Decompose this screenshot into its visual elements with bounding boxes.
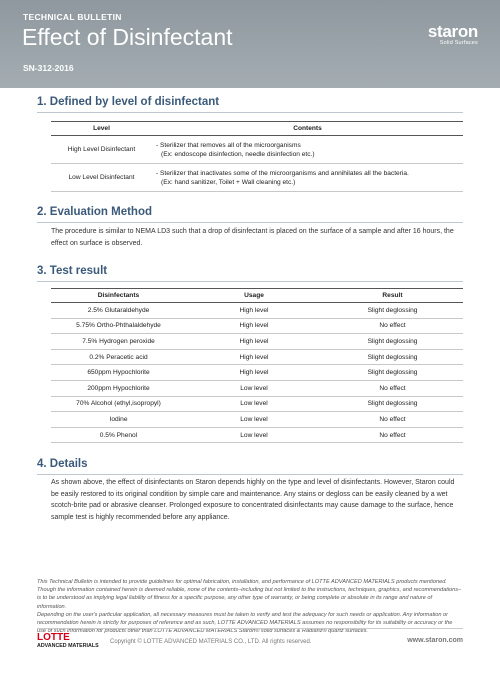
- table-row: [51, 412, 463, 428]
- usage-cell: High level: [186, 303, 322, 319]
- lotte-logo-top: LOTTE: [37, 632, 70, 643]
- header-banner: [0, 0, 500, 88]
- level-cell: Low Level Disinfectant: [51, 164, 152, 192]
- staron-logo: [428, 23, 478, 46]
- result-cell: No effect: [322, 318, 463, 334]
- usage-cell: Low level: [186, 396, 322, 412]
- result-cell: No effect: [322, 412, 463, 428]
- disclaimer: [37, 578, 462, 635]
- contents-line: - Sterilizer that removes all of the microorganisms: [156, 141, 301, 149]
- table-row: [51, 303, 463, 319]
- usage-cell: Low level: [186, 427, 322, 443]
- website-link[interactable]: www.staron.com: [407, 637, 463, 644]
- table-row: [51, 349, 463, 365]
- disinfectant-cell: 7.5% Hydrogen peroxide: [51, 334, 186, 350]
- test-result-table: [51, 288, 463, 443]
- contents-cell: [152, 136, 463, 164]
- copyright-text: Copyright © LOTTE ADVANCED MATERIALS CO., LTD. All rights reserved.: [110, 639, 312, 645]
- section2-rule: [37, 222, 463, 223]
- level-cell: High Level Disinfectant: [51, 136, 152, 164]
- lotte-logo-bottom: ADVANCED MATERIALS: [37, 643, 99, 649]
- contents-example: (Ex: hand sanitizer, Toilet + Wall cleaning etc.): [161, 178, 296, 186]
- section1-rule: [37, 112, 463, 113]
- contents-cell: [152, 164, 463, 192]
- disinfectant-cell: 0.2% Peracetic acid: [51, 349, 186, 365]
- disclaimer-paragraph: This Technical Bulletin is intended to provide guidelines for optimal fabrication, installation, and performance of LOTTE ADVANCED MATERIALS products mentioned. Though the information contained herein is deemed reliable, none of the contents–including but not limited to the instructions, techniques, graphics, and recommendations–is to be understood as implying legal liability of fitness for a specific purpose, any other type of warranty, or being complete or absolute in its range and nature of information.: [37, 579, 462, 610]
- table-row: [51, 334, 463, 350]
- disinfectant-cell: 650ppm Hypochlorite: [51, 365, 186, 381]
- usage-cell: High level: [186, 334, 322, 350]
- result-cell: No effect: [322, 427, 463, 443]
- col-contents-header: Contents: [152, 122, 463, 136]
- section4-heading: 4. Details: [37, 458, 88, 470]
- disinfectant-cell: 2.5% Glutaraldehyde: [51, 303, 186, 319]
- contents-example: (Ex: endoscope disinfection, needle disinfection etc.): [161, 150, 315, 158]
- usage-cell: High level: [186, 349, 322, 365]
- section3-heading: 3. Test result: [37, 265, 108, 277]
- table-row: [51, 380, 463, 396]
- table-row: [51, 318, 463, 334]
- logo-word: staron: [427, 22, 478, 41]
- usage-cell: Low level: [186, 380, 322, 396]
- disinfectant-cell: Iodine: [51, 412, 186, 428]
- result-cell: Slight deglossing: [322, 365, 463, 381]
- section2-heading: 2. Evaluation Method: [37, 206, 153, 218]
- col-result-header: Result: [322, 289, 463, 303]
- section1-heading: 1. Defined by level of disinfectant: [37, 96, 220, 108]
- result-cell: Slight deglossing: [322, 396, 463, 412]
- bulletin-kicker: TECHNICAL BULLETIN: [23, 12, 122, 22]
- usage-cell: Low level: [186, 412, 322, 428]
- result-cell: Slight deglossing: [322, 349, 463, 365]
- document-number: SN-312-2016: [23, 63, 74, 73]
- disinfectant-cell: 5.75% Ortho-Phthalaldehyde: [51, 318, 186, 334]
- disinfectant-cell: 70% Alcohol (ethyl,isopropyl): [51, 396, 186, 412]
- col-level-header: Level: [51, 122, 152, 136]
- table-row: [51, 396, 463, 412]
- usage-cell: High level: [186, 318, 322, 334]
- table-row: [51, 427, 463, 443]
- table-row: [51, 164, 463, 192]
- table-row: [51, 136, 463, 164]
- disinfectant-cell: 200ppm Hypochlorite: [51, 380, 186, 396]
- details-text: As shown above, the effect of disinfectants on Staron depends highly on the type and level of disinfectants. However, Staron could be easily restored to its original condition by simple care and maintenance. Any stains or degloss can be easily cleaned by a wet scotch-brite pad or abrasive cleanser. Prolonged exposure to concentrated disinfectants may cause damage to the surface, hence sample test is highly recommended before any appliance.: [51, 479, 455, 521]
- result-cell: Slight deglossing: [322, 303, 463, 319]
- result-cell: No effect: [322, 380, 463, 396]
- col-usage-header: Usage: [186, 289, 322, 303]
- section3-rule: [37, 281, 463, 282]
- disinfectant-cell: 0.5% Phenol: [51, 427, 186, 443]
- usage-cell: High level: [186, 365, 322, 381]
- footer-divider: [37, 628, 463, 629]
- disclaimer-paragraph: Depending on the user's particular application, all necessary measures must be taken to verify and test the adequacy for such needs or application. Any information or recommendation herein is strictly for purposes of reference and as such, LOTTE ADVANCED MATERIALS assumes no responsibility for its suitability or accuracy or the use of such information for products other than LOTTE ADVANCED MATERIALS Staron® solid surfaces & Radianz® quartz surfaces.: [37, 611, 453, 635]
- lotte-logo: [37, 633, 99, 649]
- contents-line: - Sterilizer that inactivates some of the microorganisms and annihilates all the bacteria.: [156, 169, 409, 177]
- disinfectant-level-table: [51, 121, 463, 192]
- evaluation-method-text: The procedure is similar to NEMA LD3 such that a drop of disinfectant is placed on the surface of a sample and after 16 hours, the effect on surface is observed.: [51, 228, 454, 247]
- page-title: Effect of Disinfectant: [22, 24, 233, 50]
- logo-subtitle: Solid Surfaces: [439, 40, 478, 46]
- table-row: [51, 365, 463, 381]
- section4-rule: [37, 474, 463, 475]
- col-disinfectants-header: Disinfectants: [51, 289, 186, 303]
- result-cell: Slight deglossing: [322, 334, 463, 350]
